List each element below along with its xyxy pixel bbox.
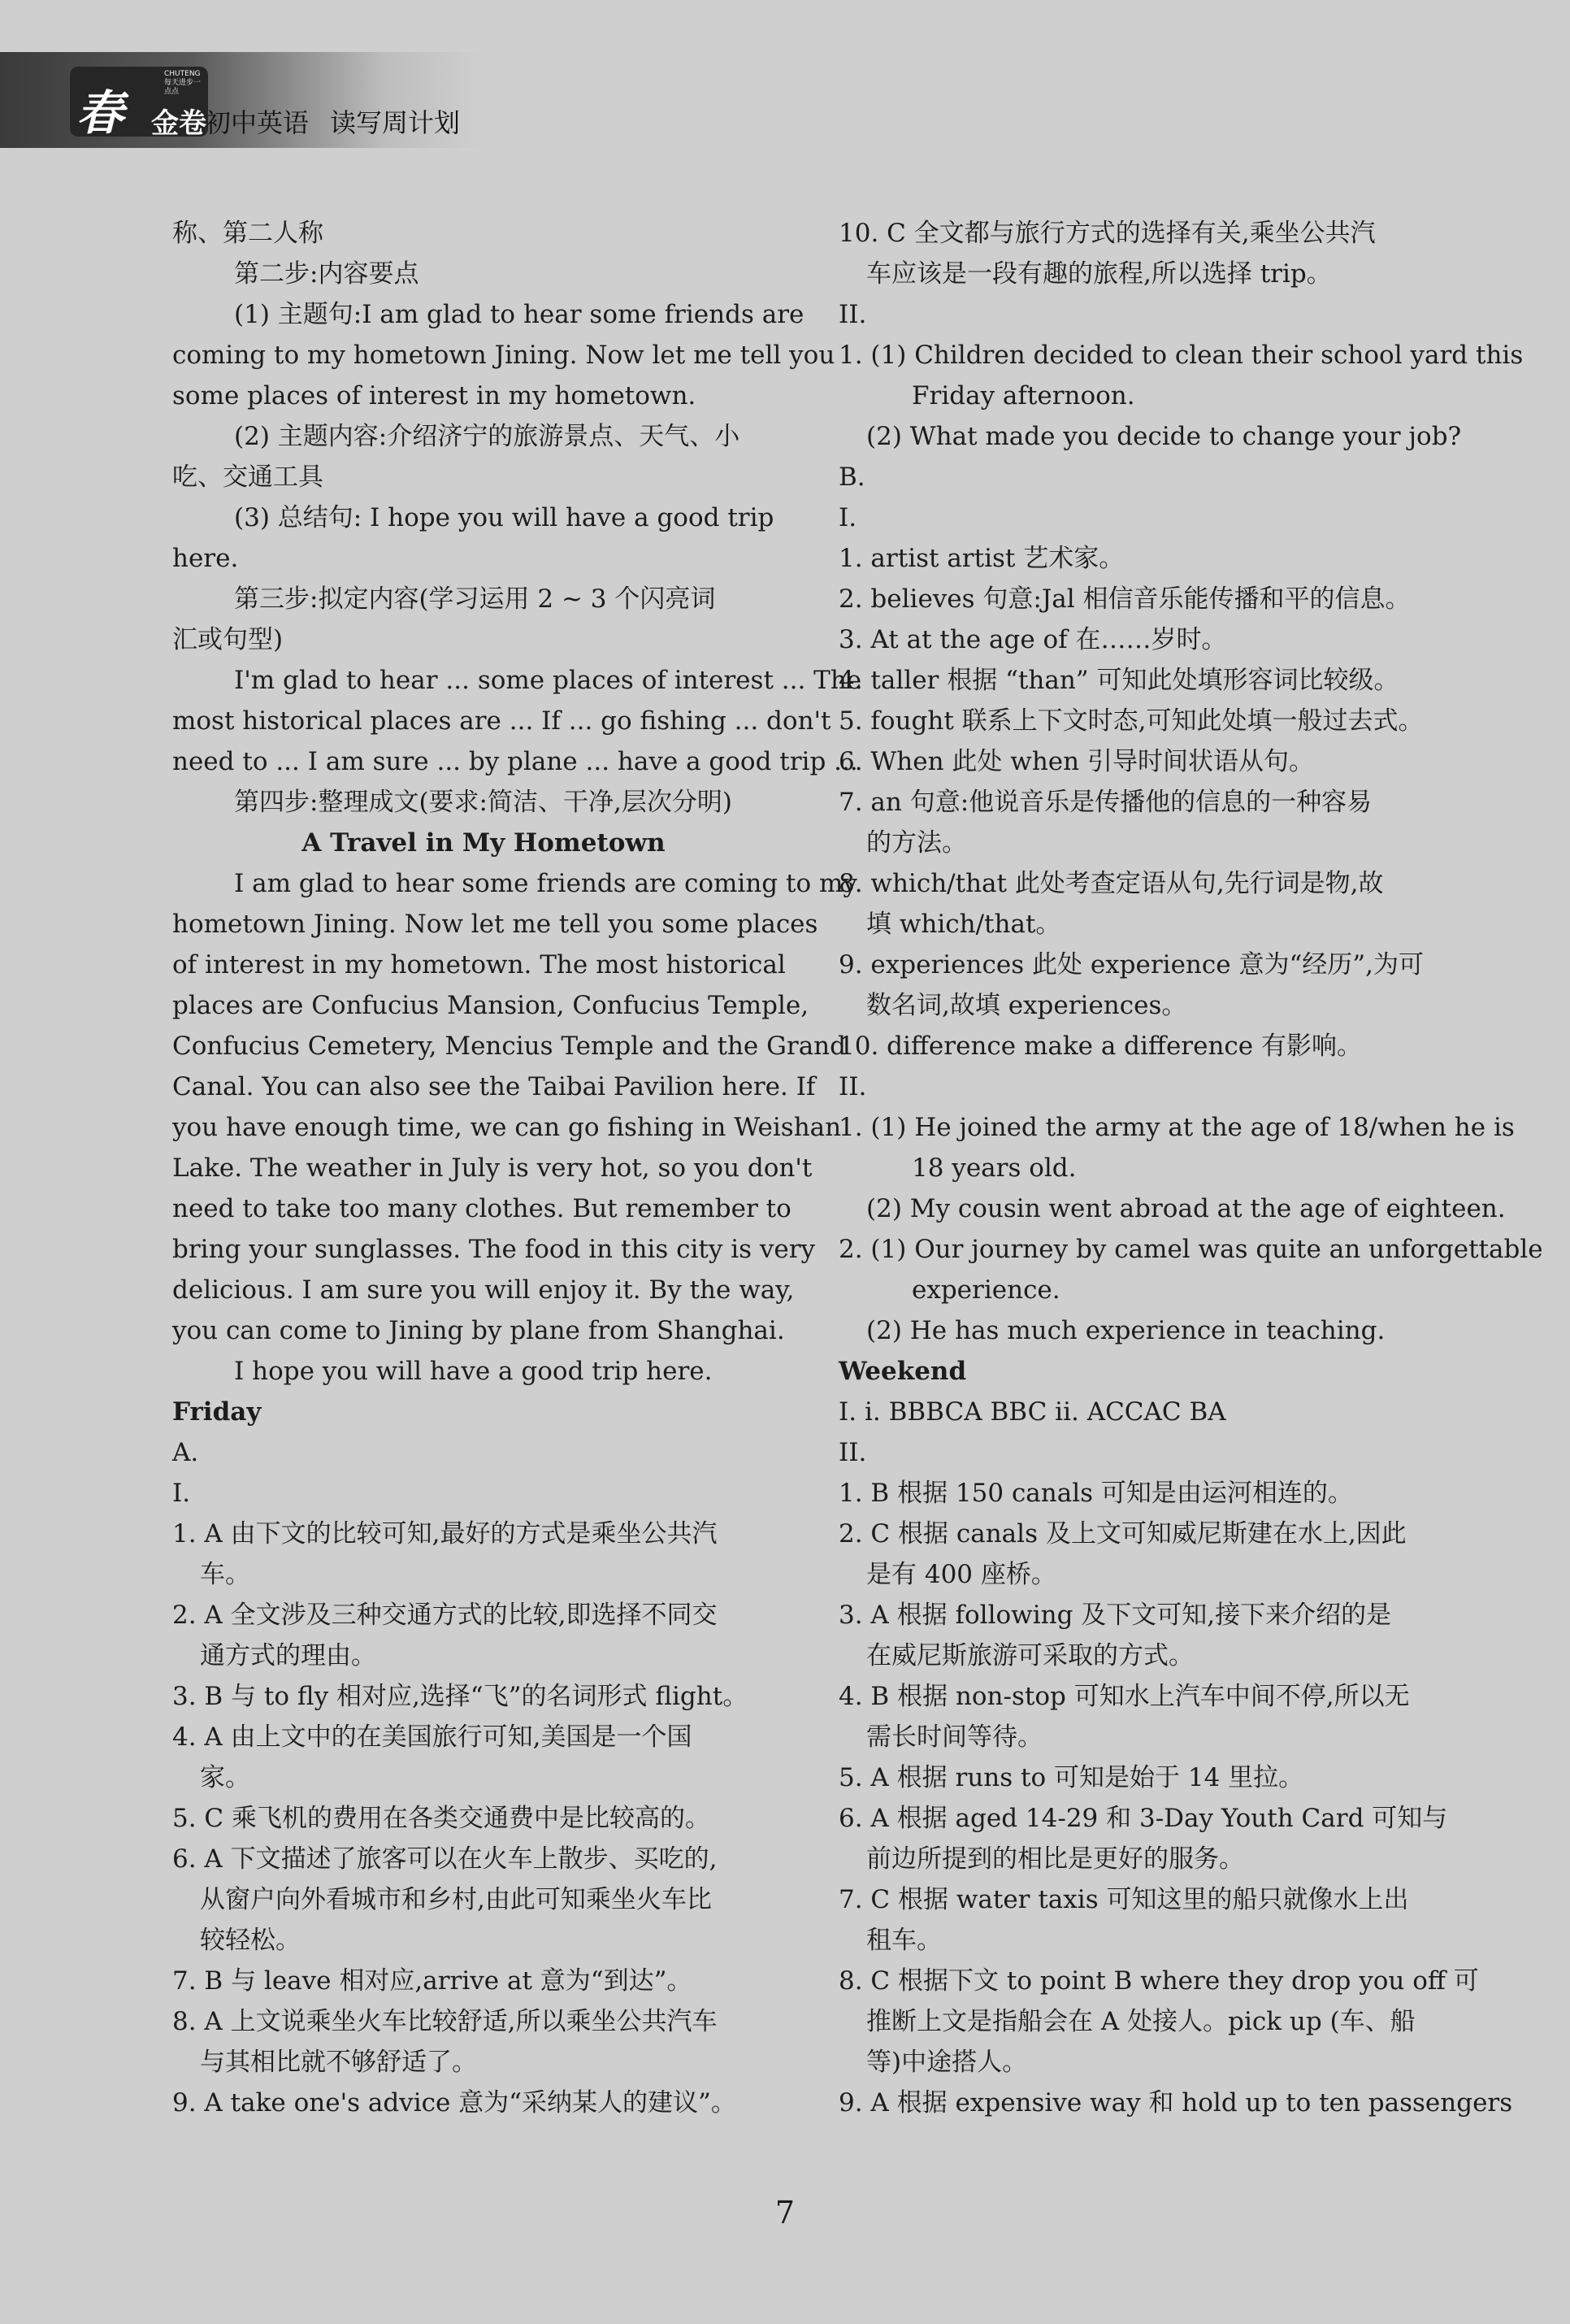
page-number: 7 <box>774 2195 796 2231</box>
answer-item: 10. difference make a difference 有影响。 <box>839 1032 1362 1061</box>
answer-item-cont: 是有 400 座桥。 <box>866 1560 1056 1589</box>
answer-item-cont: 家。 <box>200 1763 250 1792</box>
answer-item: 8. which/that 此处考查定语从句,先行词是物,故 <box>839 869 1384 898</box>
answer-item-cont: 车。 <box>200 1560 250 1589</box>
answer-item: 3. At at the age of 在……岁时。 <box>839 625 1227 654</box>
text-line: most historical places are ... If ... go fishing ... don't <box>172 706 831 736</box>
text-line: 吃、交通工具 <box>172 463 323 492</box>
answer-item-cont: 填 which/that。 <box>866 910 1061 939</box>
text-line: of interest in my hometown. The most historical <box>172 950 786 980</box>
text-line: (1) 主题句:I am glad to hear some friends are <box>234 300 805 329</box>
answer-item-cont: Friday afternoon. <box>912 381 1135 411</box>
text-line: need to take too many clothes. But remember to <box>172 1194 792 1223</box>
text-line: 第二步:内容要点 <box>234 259 419 289</box>
answer-item: 7. an 句意:他说音乐是传播他的信息的一种容易 <box>839 788 1373 817</box>
answer-item: 3. B 与 to fly 相对应,选择“飞”的名词形式 flight。 <box>172 1682 748 1711</box>
answer-item: 9. A take one's advice 意为“采纳某人的建议”。 <box>172 2088 736 2118</box>
text-line: Lake. The weather in July is very hot, so you don't <box>172 1153 813 1183</box>
text-line: need to ... I am sure ... by plane ... have a good trip ... <box>172 747 858 776</box>
answer-item-cont: 从窗户向外看城市和乡村,由此可知乘坐火车比 <box>200 1885 712 1914</box>
logo-tagline: CHUTENG 每天进步一点点 <box>164 70 202 96</box>
answer-item: (2) He has much experience in teaching. <box>866 1316 1386 1345</box>
answer-item: 5. C 乘飞机的费用在各类交通费中是比较高的。 <box>172 1804 711 1833</box>
text-line: I'm glad to hear ... some places of interest ... The <box>234 666 862 695</box>
series-subject: 初中英语 <box>205 107 310 138</box>
text-line: coming to my hometown Jining. Now let me tell you <box>172 341 835 370</box>
text-line: II. <box>839 1072 867 1101</box>
answer-item: 5. fought 联系上下文时态,可知此处填一般过去式。 <box>839 706 1424 736</box>
answer-item: 8. C 根据下文 to point B where they drop you off 可 <box>839 1966 1479 1996</box>
answer-item: 7. B 与 leave 相对应,arrive at 意为“到达”。 <box>172 1966 692 1996</box>
essay-title: A Travel in My Hometown <box>301 828 666 858</box>
text-line: delicious. I am sure you will enjoy it. By the way, <box>172 1275 795 1305</box>
text-line: (2) 主题内容:介绍济宁的旅游景点、天气、小 <box>234 422 740 451</box>
answer-item: 1. (1) He joined the army at the age of 18/when he is <box>839 1113 1515 1142</box>
text-line: I. <box>172 1479 191 1508</box>
answer-item-cont: 在威尼斯旅游可采取的方式。 <box>866 1641 1194 1670</box>
text-line: hometown Jining. Now let me tell you some places <box>172 910 818 939</box>
text-line: II. <box>839 1438 867 1467</box>
text-line: 汇或句型) <box>172 625 284 654</box>
answer-item: 6. A 根据 aged 14-29 和 3-Day Youth Card 可知与 <box>839 1804 1448 1833</box>
answer-item: 6. When 此处 when 引导时间状语从句。 <box>839 747 1314 776</box>
text-line: 第三步:拟定内容(学习运用 2 ~ 3 个闪亮词 <box>234 584 716 614</box>
answer-item-cont: 18 years old. <box>912 1153 1077 1183</box>
text-line: A. <box>172 1438 199 1467</box>
answer-item-cont: 的方法。 <box>866 828 967 858</box>
answer-item-cont: 需长时间等待。 <box>866 1722 1043 1752</box>
section-heading-friday: Friday <box>172 1397 262 1427</box>
brand-name: 金卷 <box>151 107 206 140</box>
text-line: 称、第二人称 <box>172 219 323 248</box>
text-line: some places of interest in my hometown. <box>172 381 696 411</box>
answer-item: 2. (1) Our journey by camel was quite an unforgettable <box>839 1235 1543 1264</box>
answer-item: 1. A 由下文的比较可知,最好的方式是乘坐公共汽 <box>172 1519 718 1549</box>
text-line: bring your sunglasses. The food in this city is very <box>172 1235 816 1264</box>
answer-item: 4. taller 根据 “than” 可知此处填形容词比较级。 <box>839 666 1399 695</box>
section-heading-weekend: Weekend <box>839 1357 967 1386</box>
answer-item: (2) My cousin went abroad at the age of eighteen. <box>866 1194 1506 1223</box>
right-column <box>839 213 1543 2123</box>
logo-mark: 春 <box>76 85 124 141</box>
answer-item: 2. C 根据 canals 及上文可知威尼斯建在水上,因此 <box>839 1519 1407 1549</box>
answer-item-cont: 租车。 <box>866 1926 942 1955</box>
answer-item-cont: 数名词,故填 experiences。 <box>866 991 1187 1020</box>
answer-item: 1. (1) Children decided to clean their school yard this <box>839 341 1524 370</box>
answer-item: 3. A 根据 following 及下文可知,接下来介绍的是 <box>839 1601 1392 1630</box>
text-line: (3) 总结句: I hope you will have a good trip <box>234 503 774 532</box>
answer-item: 1. B 根据 150 canals 可知是由运河相连的。 <box>839 1479 1353 1508</box>
answer-item-cont: 等)中途搭人。 <box>866 2048 1028 2077</box>
answer-item: 2. believes 句意:Jal 相信音乐能传播和平的信息。 <box>839 584 1411 614</box>
answer-item-cont: 通方式的理由。 <box>200 1641 376 1670</box>
text-line: I hope you will have a good trip here. <box>234 1357 713 1386</box>
answer-item: 4. B 根据 non-stop 可知水上汽车中间不停,所以无 <box>839 1682 1410 1711</box>
answer-item-cont: 前边所提到的相比是更好的服务。 <box>866 1844 1244 1874</box>
answer-item: 4. A 由上文中的在美国旅行可知,美国是一个国 <box>172 1722 692 1752</box>
answer-item-cont: experience. <box>912 1275 1060 1305</box>
text-line: I am glad to hear some friends are coming to my <box>234 869 857 898</box>
text-line: 第四步:整理成文(要求:简洁、干净,层次分明) <box>234 788 732 817</box>
text-line: you have enough time, we can go fishing in Weishan <box>172 1113 842 1142</box>
answer-item: 9. A 根据 expensive way 和 hold up to ten passengers <box>839 2088 1513 2118</box>
left-column <box>172 213 862 2123</box>
series-title: 读写周计划 <box>330 107 461 138</box>
text-line: places are Confucius Mansion, Confucius Temple, <box>172 991 809 1020</box>
answer-item: 7. C 根据 water taxis 可知这里的船只就像水上出 <box>839 1885 1409 1914</box>
text-line: you can come to Jining by plane from Shanghai. <box>172 1316 785 1345</box>
answer-item: 2. A 全文涉及三种交通方式的比较,即选择不同交 <box>172 1601 718 1630</box>
answer-item: 6. A 下文描述了旅客可以在火车上散步、买吃的, <box>172 1844 718 1874</box>
answer-item: 10. C 全文都与旅行方式的选择有关,乘坐公共汽 <box>839 219 1376 248</box>
answer-item-cont: 推断上文是指船会在 A 处接人。pick up (车、船 <box>866 2007 1416 2036</box>
answer-item: 5. A 根据 runs to 可知是始于 14 里拉。 <box>839 1763 1304 1792</box>
answer-item-cont: 车应该是一段有趣的旅程,所以选择 trip。 <box>866 259 1332 289</box>
answer-item-cont: 较轻松。 <box>200 1926 301 1955</box>
answer-item-cont: 与其相比就不够舒适了。 <box>200 2048 477 2077</box>
text-line: Confucius Cemetery, Mencius Temple and the Grand <box>172 1032 846 1061</box>
text-line: Canal. You can also see the Taibai Pavilion here. If <box>172 1072 816 1101</box>
text-line: B. <box>839 463 865 492</box>
answer-item: (2) What made you decide to change your job? <box>866 422 1462 451</box>
text-line: here. <box>172 544 239 573</box>
text-line: II. <box>839 300 867 329</box>
answer-item: 8. A 上文说乘坐火车比较舒适,所以乘坐公共汽车 <box>172 2007 718 2036</box>
answer-item: 1. artist artist 艺术家。 <box>839 544 1125 573</box>
answer-item: 9. experiences 此处 experience 意为“经历”,为可 <box>839 950 1424 980</box>
text-line: I. <box>839 503 857 532</box>
answer-item: I. i. BBBCA BBC ii. ACCAC BA <box>839 1397 1226 1427</box>
